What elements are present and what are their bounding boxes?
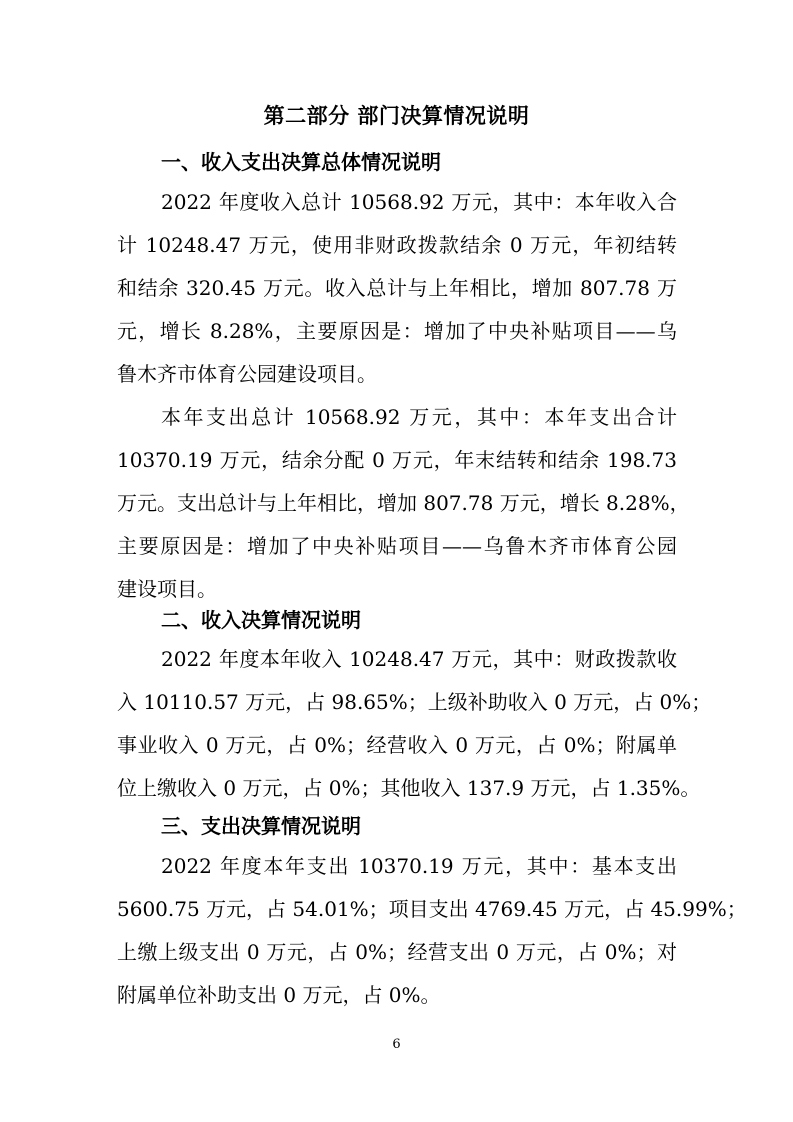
paragraph-line: 入 10110.57 万元，占 98.65%；上级补助收入 0 万元，占 0%；	[117, 690, 712, 714]
paragraph-expenditure-detail	[117, 845, 747, 1017]
paragraph-line: 万元。支出总计与上年相比，增加 807.78 万元，增长 8.28%，	[117, 491, 690, 515]
paragraph-line: 主要原因是：增加了中央补贴项目——乌鲁木齐市体育公园	[117, 534, 677, 558]
paragraph-line: 2022 年度本年支出 10370.19 万元，其中：基本支出	[161, 854, 677, 878]
section-heading-income: 二、收入决算情况说明	[161, 608, 361, 632]
section-heading-expenditure: 三、支出决算情况说明	[161, 814, 361, 838]
paragraph-line: 附属单位补助支出 0 万元，占 0%。	[117, 983, 441, 1007]
section-heading-overall: 一、收入支出决算总体情况说明	[161, 150, 441, 174]
paragraph-line: 位上缴收入 0 万元，占 0%；其他收入 137.9 万元，占 1.35%。	[117, 776, 701, 800]
paragraph-line: 和结余 320.45 万元。收入总计与上年相比，增加 807.78 万	[117, 276, 677, 300]
paragraph-line: 2022 年度收入总计 10568.92 万元，其中：本年收入合	[161, 190, 677, 214]
paragraph-line: 2022 年度本年收入 10248.47 万元，其中：财政拨款收	[161, 647, 677, 671]
page-title: 第二部分 部门决算情况说明	[263, 104, 530, 128]
paragraph-income-detail	[117, 638, 712, 810]
paragraph-line: 10370.19 万元，结余分配 0 万元，年末结转和结余 198.73	[117, 448, 677, 472]
paragraph-income-total	[117, 181, 677, 396]
paragraph-line: 元，增长 8.28%，主要原因是：增加了中央补贴项目——乌	[117, 319, 677, 343]
paragraph-expenditure-total	[117, 396, 690, 611]
paragraph-line: 上缴上级支出 0 万元，占 0%；经营支出 0 万元，占 0%；对	[117, 940, 677, 964]
paragraph-line: 事业收入 0 万元，占 0%；经营收入 0 万元，占 0%；附属单	[117, 733, 677, 757]
paragraph-line: 计 10248.47 万元，使用非财政拨款结余 0 万元，年初结转	[117, 233, 677, 257]
paragraph-line: 5600.75 万元，占 54.01%；项目支出 4769.45 万元，占 45.99%；	[117, 897, 747, 921]
paragraph-line: 鲁木齐市体育公园建设项目。	[117, 362, 377, 386]
paragraph-line: 建设项目。	[117, 577, 217, 601]
page-number: 6	[392, 1037, 401, 1052]
paragraph-line: 本年支出总计 10568.92 万元，其中：本年支出合计	[161, 405, 677, 429]
